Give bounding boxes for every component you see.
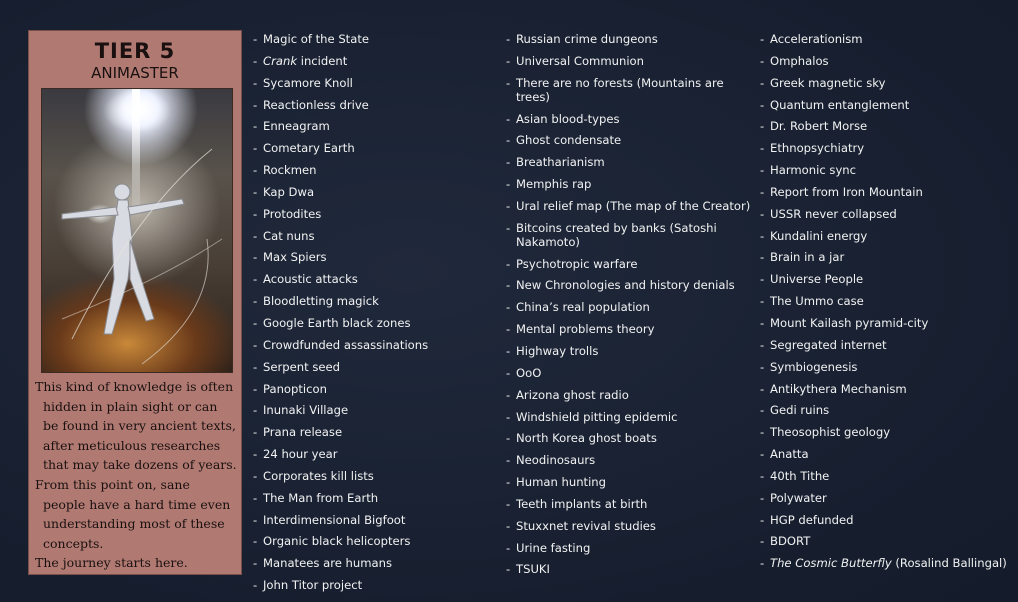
topic-item: - North Korea ghost boats — [506, 431, 754, 445]
topic-item: - Crowdfunded assassinations — [253, 338, 493, 352]
topic-item: - Serpent seed — [253, 360, 493, 374]
description-line: be found in very ancient texts, — [43, 418, 236, 434]
topic-item: - New Chronologies and history denials — [506, 278, 754, 292]
topic-item: - Corporates kill lists — [253, 469, 493, 483]
topic-item: - Memphis rap — [506, 177, 754, 191]
topic-item: - Max Spiers — [253, 250, 493, 264]
topic-item: - Mental problems theory — [506, 322, 754, 336]
topic-item: - Anatta — [760, 447, 1010, 461]
topic-item: - BDORT — [760, 534, 1010, 548]
tier-card — [28, 30, 242, 575]
topic-item: - There are no forests (Mountains are trees) — [506, 76, 754, 104]
description-line: hidden in plain sight or can — [43, 398, 218, 414]
topic-item: - The Man from Earth — [253, 491, 493, 505]
topic-item: - Magic of the State — [253, 32, 493, 46]
topic-item: - Arizona ghost radio — [506, 388, 754, 402]
topic-item: - HGP defunded — [760, 513, 1010, 527]
topic-item: - China’s real population — [506, 300, 754, 314]
topic-item: - The Cosmic Butterfly (Rosalind Ballingal) — [760, 556, 1010, 570]
topic-item: - Ethnopsychiatry — [760, 141, 1010, 155]
topic-item: - Highway trolls — [506, 344, 754, 358]
topic-item: - Reactionless drive — [253, 98, 493, 112]
topic-item: - OoO — [506, 366, 754, 380]
topic-item: - Urine fasting — [506, 541, 754, 555]
topic-item: - Breatharianism — [506, 155, 754, 169]
topic-item: - Universal Communion — [506, 54, 754, 68]
topic-item: - Crank incident — [253, 54, 493, 68]
topic-item: - Ural relief map (The map of the Creator) — [506, 199, 754, 213]
topic-item: - Cometary Earth — [253, 141, 493, 155]
topic-item: - Ghost condensate — [506, 133, 754, 147]
topic-item: - TSUKI — [506, 562, 754, 576]
animaster-artwork — [41, 88, 233, 373]
topic-item: - Accelerationism — [760, 32, 1010, 46]
topic-item: - Kap Dwa — [253, 185, 493, 199]
topic-item: - Psychotropic warfare — [506, 257, 754, 271]
description-line: This kind of knowledge is often — [35, 379, 234, 394]
topic-column-2 — [506, 32, 754, 584]
tier-subtitle: ANIMASTER — [91, 64, 179, 82]
topic-item: - 24 hour year — [253, 447, 493, 461]
topic-item: - Enneagram — [253, 119, 493, 133]
topic-item: - 40th Tithe — [760, 469, 1010, 483]
topic-item: - Greek magnetic sky — [760, 76, 1010, 90]
topic-item: - Asian blood-types — [506, 112, 754, 126]
topic-item: - Acoustic attacks — [253, 272, 493, 286]
glowing-figure-illustration — [42, 89, 232, 372]
topic-item: - Cat nuns — [253, 229, 493, 243]
topic-item: - Segregated internet — [760, 338, 1010, 352]
topic-item: - Bloodletting magick — [253, 294, 493, 308]
topic-item: - Russian crime dungeons — [506, 32, 754, 46]
topic-item: - Mount Kailash pyramid-city — [760, 316, 1010, 330]
topic-item: - Polywater — [760, 491, 1010, 505]
description-line: The journey starts here. — [35, 555, 188, 571]
description-line: From this point on, sane — [35, 476, 190, 492]
topic-item: - Panopticon — [253, 382, 493, 396]
topic-item: - Protodites — [253, 207, 493, 221]
description-line: understanding most of these — [43, 516, 225, 532]
topic-item: - Symbiogenesis — [760, 360, 1010, 374]
tier-description — [35, 377, 237, 573]
tier-title: TIER 5 — [94, 39, 176, 63]
topic-item: - Organic black helicopters — [253, 534, 493, 548]
topic-item: - Brain in a jar — [760, 250, 1010, 264]
topic-item: - Quantum entanglement — [760, 98, 1010, 112]
description-line: people have a hard time even — [43, 496, 231, 512]
topic-item: - Stuxxnet revival studies — [506, 519, 754, 533]
topic-item: - The Ummo case — [760, 294, 1010, 308]
topic-item: - Windshield pitting epidemic — [506, 410, 754, 424]
topic-item: - Report from Iron Mountain — [760, 185, 1010, 199]
topic-item: - Omphalos — [760, 54, 1010, 68]
topic-item: - Universe People — [760, 272, 1010, 286]
topic-item: - John Titor project — [253, 578, 493, 592]
topic-item: - Theosophist geology — [760, 425, 1010, 439]
topic-item: - Google Earth black zones — [253, 316, 493, 330]
topic-item: - Teeth implants at birth — [506, 497, 754, 511]
topic-item: - Neodinosaurs — [506, 453, 754, 467]
topic-item: - Sycamore Knoll — [253, 76, 493, 90]
description-line: concepts. — [43, 535, 104, 551]
topic-item: - Antikythera Mechanism — [760, 382, 1010, 396]
topic-item: - Kundalini energy — [760, 229, 1010, 243]
topic-item: - Inunaki Village — [253, 403, 493, 417]
topic-item: - Interdimensional Bigfoot — [253, 513, 493, 527]
topic-column-1 — [253, 32, 493, 600]
topic-item: - Dr. Robert Morse — [760, 119, 1010, 133]
description-line: after meticulous researches — [43, 437, 221, 453]
topic-column-3 — [760, 32, 1010, 578]
topic-item: - USSR never collapsed — [760, 207, 1010, 221]
topic-item: - Manatees are humans — [253, 556, 493, 570]
topic-item: - Rockmen — [253, 163, 493, 177]
topic-item: - Bitcoins created by banks (Satoshi Nakamoto) — [506, 221, 754, 249]
topic-item: - Harmonic sync — [760, 163, 1010, 177]
topic-item-italic: Crank — [263, 53, 298, 68]
topic-item-italic: The Cosmic Butterfly — [770, 556, 892, 571]
topic-item: - Gedi ruins — [760, 403, 1010, 417]
topic-item: - Human hunting — [506, 475, 754, 489]
description-line: that may take dozens of years. — [43, 457, 237, 473]
topic-item: - Prana release — [253, 425, 493, 439]
